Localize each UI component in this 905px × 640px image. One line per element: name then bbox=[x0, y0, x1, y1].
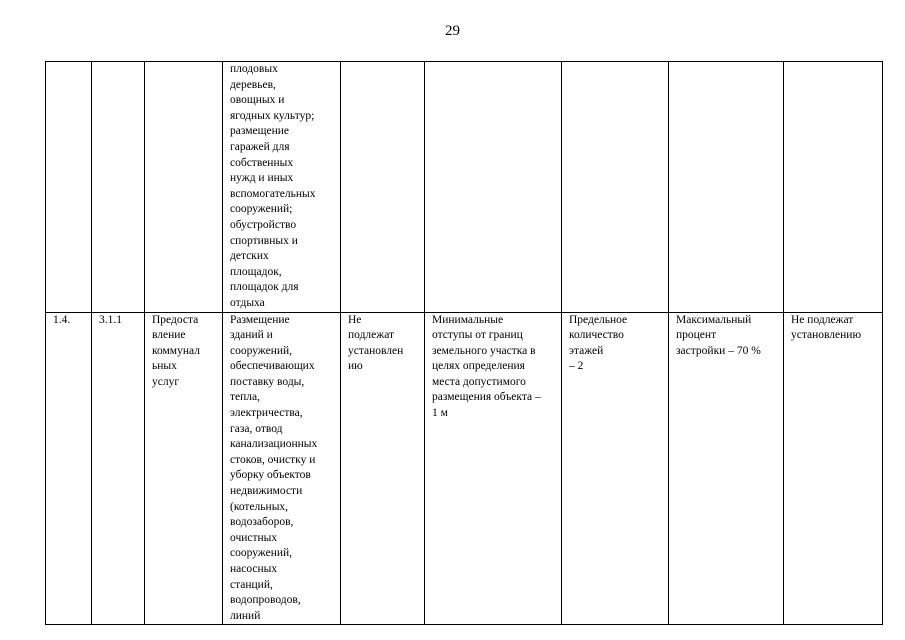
use-name-cell bbox=[145, 62, 223, 313]
other-params-cell bbox=[784, 62, 883, 313]
use-description-cell: Размещение зданий и сооружений, обеспечивающих поставку воды, тепла, электричества, газа, отвод канализационных стоков, очистку и уборку объектов недвижимости (котельных, водозаборов, очистных сооружений, насосных станций, водопроводов, линий bbox=[223, 312, 341, 625]
floors-cell: Предельное количество этажей – 2 bbox=[562, 312, 669, 625]
setbacks-cell bbox=[425, 62, 562, 313]
restrictions-cell: Не подлежат установлен ию bbox=[341, 312, 425, 625]
use-name-cell: Предоста вление коммунал ьных услуг bbox=[145, 312, 223, 625]
restrictions-cell bbox=[341, 62, 425, 313]
floors-cell bbox=[562, 62, 669, 313]
coverage-cell bbox=[669, 62, 784, 313]
setbacks-cell: Минимальные отступы от границ земельного участка в целях определения места допустимого размещения объекта – 1 м bbox=[425, 312, 562, 625]
use-description-cell: плодовых деревьев, овощных и ягодных культур; размещение гаражей для собственных нужд и иных вспомогательных сооружений; обустройство спортивных и детских площадок, площадок для отдыха bbox=[223, 62, 341, 313]
use-code-cell bbox=[92, 62, 145, 313]
other-params-cell: Не подлежат установлению bbox=[784, 312, 883, 625]
row-number-cell bbox=[46, 62, 92, 313]
table-row bbox=[46, 312, 883, 625]
use-code-cell: 3.1.1 bbox=[92, 312, 145, 625]
table-row bbox=[46, 62, 883, 313]
row-number-cell: 1.4. bbox=[46, 312, 92, 625]
page-number: 29 bbox=[445, 23, 460, 39]
zoning-regulations-table bbox=[45, 61, 883, 625]
coverage-cell: Максимальный процент застройки – 70 % bbox=[669, 312, 784, 625]
